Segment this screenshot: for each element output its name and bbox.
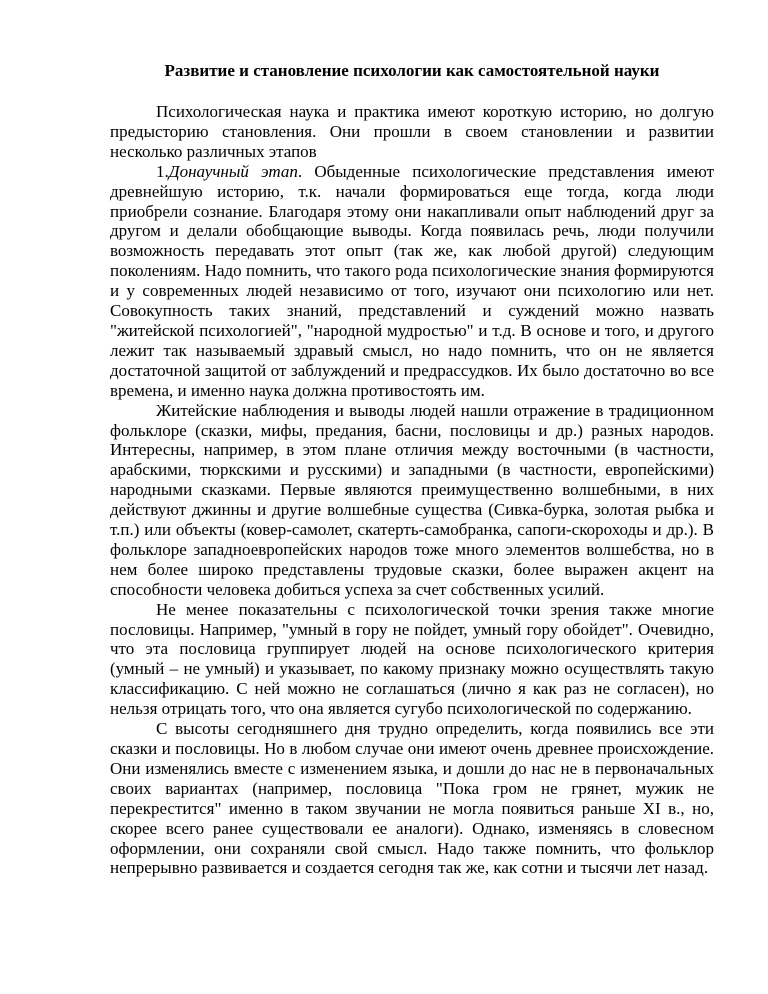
paragraph-text: С высоты сегодняшнего дня трудно определить, когда появились все эти сказки и пословицы. Но в любом случае они имеют очень древнее происхождение. Они изменялись вместе с изменением языка, и дошли до нас не в первоначальных своих вариантах (например, пословица "Пока гром не грянет, мужик не перекрестится" именно в таком звучании не могла появиться раньше XI в., но, скорее всего ранее существовали ее аналоги). Однако, изменяясь в словесном оформлении, они сохраняли свой смысл. Надо также помнить, что фольклор непрерывно развивается и создается сегодня так же, как сотни и тысячи лет назад.	[110, 719, 714, 878]
stage-number: 1.	[156, 161, 169, 181]
stage-name: Донаучный этап	[168, 161, 298, 181]
paragraph-text: Не менее показательны с психологической точки зрения также многие пословицы. Например, "умный в гору не пойдет, умный гору обойдет". Очевидно, что эта пословица группирует людей на основе психологического критерия (умный – не умный) и указывает, по какому признаку можно осуществлять такую классификацию. С ней можно не соглашаться (лично я как раз не согласен), но нельзя отрицать того, что она является сугубо психологической по содержанию.	[110, 599, 714, 719]
paragraph-folklore	[110, 401, 714, 600]
paragraph-intro	[110, 102, 714, 162]
paragraph-text: Психологическая наука и практика имеют короткую историю, но долгую предысторию становления. Они прошли в своем становлении и развитии несколько различных этапов	[110, 102, 714, 161]
document-page	[110, 60, 714, 878]
paragraph-origins	[110, 719, 714, 878]
paragraph-text: Житейские наблюдения и выводы людей нашли отражение в традиционном фольклоре (сказки, мифы, предания, басни, пословицы и др.) разных народов. Интересны, например, в этом плане отличия между восточными (в частности, арабскими, тюркскими и русскими) и западными (в частности, европейскими) народными сказками. Первые являются преимущественно волшебными, в них действуют джинны и другие волшебные существа (Сивка-бурка, золотая рыбка и т.п.) или объекты (ковер-самолет, скатерть-самобранка, сапоги-скороходы и др.). В фольклоре западноевропейских народов тоже много элементов волшебства, но в нем более широко представлены трудовые сказки, более выражен акцент на способности человека добиться успеха за счет собственных усилий.	[110, 400, 714, 599]
paragraph-proverbs	[110, 600, 714, 719]
document-title: Развитие и становление психологии как самостоятельной науки	[164, 61, 660, 80]
paragraph-prescientific-stage	[110, 162, 714, 401]
paragraph-text: . Обыденные психологические представления имеют древнейшую историю, т.к. начали формироваться еще тогда, когда люди приобрели сознание. Благодаря этому они накапливали опыт наблюдений друг за другом и делали обобщающие выводы. Когда появилась речь, люди получили возможность передавать этот опыт (так же, как любой другой) следующим поколениям. Надо помнить, что такого рода психологические знания формируются и у современных людей независимо от того, изучают они психологию или нет. Совокупность таких знаний, представлений и суждений можно назвать "житейской психологией", "народной мудростью" и т.д. В основе и того, и другого лежит так называемый здравый смысл, но надо помнить, что он не является достаточной защитой от заблуждений и предрассудков. Их было достаточно во все времена, и именно наука должна противостоять им.	[110, 161, 715, 400]
